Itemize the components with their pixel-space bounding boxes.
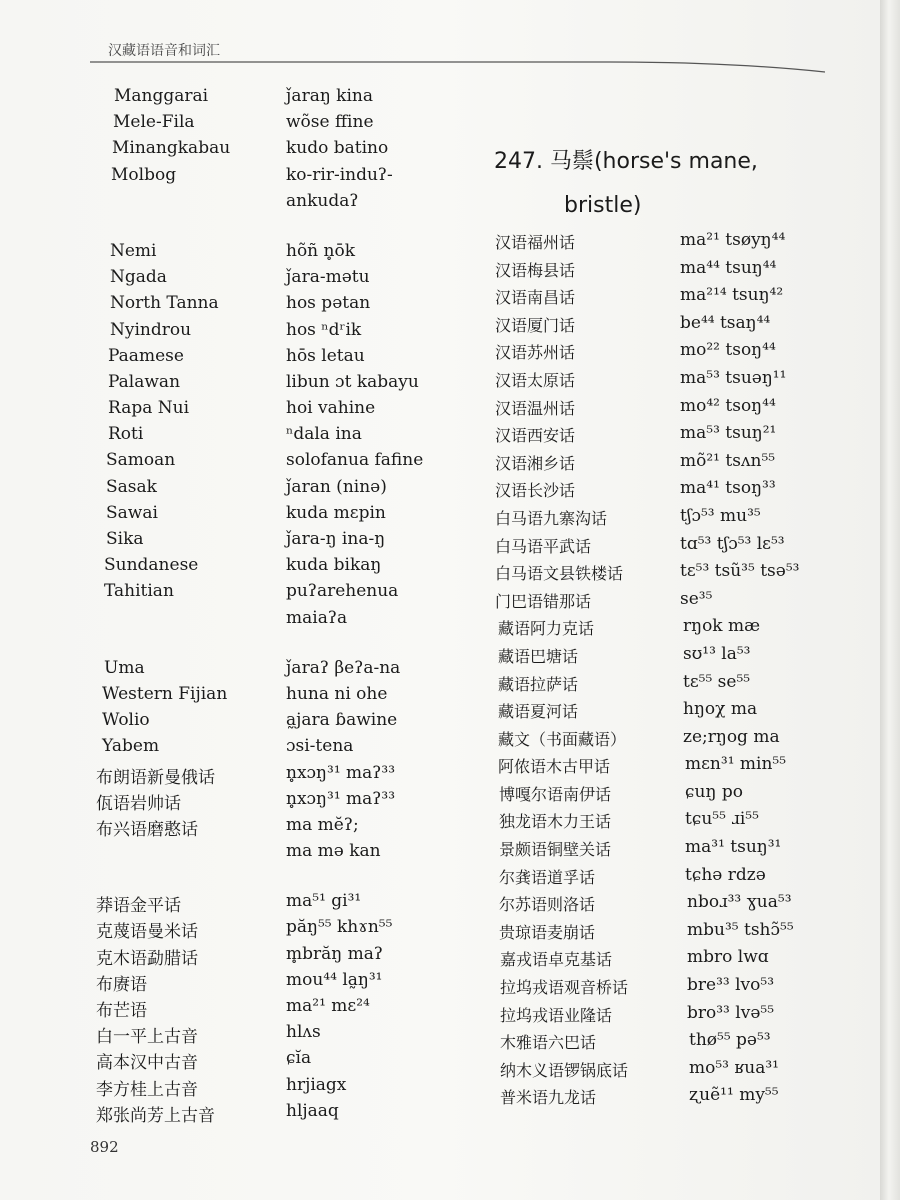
language-name: Manggarai: [114, 86, 209, 106]
list-item: [495, 396, 855, 424]
list-item: [96, 891, 426, 917]
list-item: [96, 684, 426, 710]
word-form: puʔarehenua: [286, 581, 399, 602]
word-form: ma²¹ mɛ²⁴: [286, 996, 370, 1016]
list-item: [96, 710, 426, 736]
language-name: 布芒语: [96, 1001, 147, 1021]
list-item: [96, 191, 426, 217]
list-item: [495, 230, 855, 258]
language-name: 拉坞戎语观音桥话: [500, 978, 629, 998]
language-name: Molbog: [111, 164, 177, 185]
list-item: [96, 658, 426, 684]
language-name: 白马语平武话: [495, 536, 592, 556]
list-item: [495, 506, 855, 534]
word-form: tɑ⁵³ tʃɔ⁵³ lɛ⁵³: [680, 533, 785, 554]
row-spacer: [96, 217, 426, 241]
language-name: Rapa Nui: [108, 398, 190, 419]
list-item: [96, 1075, 426, 1101]
word-form: kuda mɛpin: [286, 502, 386, 523]
language-name: Palawan: [108, 371, 181, 392]
language-name: 汉语南昌话: [495, 288, 576, 308]
list-item: [495, 920, 855, 948]
list-item: [495, 837, 855, 865]
word-form: tʃɔ⁵³ mu³⁵: [680, 505, 761, 526]
list-item: [96, 841, 426, 867]
language-name: 汉语梅县话: [495, 260, 576, 280]
running-header: 汉藏语语音和词汇: [108, 43, 220, 59]
language-name: 白马语文县铁楼话: [495, 564, 624, 584]
word-form: mɛn³¹ min⁵⁵: [685, 754, 787, 775]
list-item: [96, 944, 426, 970]
language-name: Wolio: [102, 710, 150, 731]
language-name: 汉语湘乡话: [495, 453, 576, 473]
word-form: hos pətan: [286, 293, 371, 314]
word-form: mou⁴⁴ la̰ŋ³¹: [286, 969, 383, 990]
section-title-line-2: bristle): [564, 193, 642, 218]
language-name: 阿侬语木古甲话: [498, 757, 611, 777]
word-form: ankudaʔ: [286, 190, 359, 211]
word-form: ko-rir-induʔ-: [286, 164, 393, 185]
list-item: [495, 313, 855, 341]
language-name: 克木语勐腊话: [96, 948, 198, 969]
language-name: Ngada: [110, 267, 167, 288]
word-form: huna ni ohe: [286, 683, 388, 704]
list-item: [96, 293, 426, 319]
list-item: [96, 320, 426, 346]
language-name: 尔苏语则洛话: [499, 895, 596, 915]
word-form: ma⁴¹ tsoŋ³³: [680, 478, 776, 499]
list-item: [495, 892, 855, 920]
language-name: Mele-Fila: [113, 112, 195, 133]
list-item: [495, 368, 855, 396]
list-item: [96, 450, 426, 476]
language-name: 白马语九寨沟话: [495, 508, 608, 528]
word-form: ⁿdala ina: [286, 424, 362, 445]
word-form: ɕuŋ po: [685, 781, 743, 802]
language-name: 汉语苏州话: [495, 343, 576, 363]
language-name: 莽语金平话: [96, 896, 181, 917]
list-item: [96, 608, 426, 634]
list-item: [495, 616, 855, 644]
language-name: 独龙语木力王话: [499, 812, 612, 832]
word-form: kuda bikaŋ: [286, 555, 382, 576]
language-name: 高本汉中古音: [96, 1053, 198, 1074]
word-form: hrjiagx: [286, 1074, 347, 1095]
word-form: hljaaq: [286, 1100, 339, 1121]
word-form: mo⁵³ ʁua³¹: [689, 1057, 779, 1078]
word-form: be⁴⁴ tsaŋ⁴⁴: [680, 312, 771, 333]
word-form: mo²² tsoŋ⁴⁴: [680, 340, 776, 361]
word-form: tɕu⁵⁵ ɹi⁵⁵: [685, 809, 759, 830]
list-item: [495, 1003, 855, 1031]
language-name: 藏文（书面藏语）: [498, 729, 627, 749]
word-form: tɛ⁵⁵ se⁵⁵: [683, 671, 751, 692]
language-name: 博嘎尔语南伊话: [499, 784, 612, 804]
language-name: 汉语长沙话: [495, 481, 576, 501]
word-form: ǰara-mətu: [286, 267, 370, 288]
word-form: tɕhə rdzə: [685, 864, 766, 885]
language-name: 佤语岩帅话: [96, 793, 181, 814]
language-name: 汉语太原话: [495, 370, 576, 390]
language-name: Nyindrou: [110, 319, 192, 340]
list-item: [495, 423, 855, 451]
word-form: m̥brăŋ maʔ: [286, 943, 383, 964]
language-name: 汉语温州话: [495, 398, 576, 418]
word-form: ǰaraŋ kina: [286, 86, 374, 106]
language-name: 汉语西安话: [495, 426, 576, 446]
word-form: se³⁵: [680, 588, 713, 609]
word-form: ma³¹ tsuŋ³¹: [685, 837, 782, 858]
word-form: ma⁴⁴ tsuŋ⁴⁴: [680, 257, 777, 278]
word-form: wõse ffine: [286, 112, 374, 133]
list-item: [495, 478, 855, 506]
language-name: 郑张尚芳上古音: [96, 1105, 215, 1126]
language-name: 纳木义语锣锅底话: [500, 1060, 629, 1080]
word-form: ma⁵³ tsuəŋ¹¹: [680, 367, 787, 388]
list-item: [96, 789, 426, 815]
language-name: North Tanna: [110, 293, 219, 314]
list-item: [495, 672, 855, 700]
word-form: sʊ¹³ la⁵³: [683, 643, 751, 664]
list-item: [96, 241, 426, 267]
word-form: ma⁵¹ gi³¹: [286, 891, 362, 912]
word-form: ma mə kan: [286, 841, 381, 862]
language-name: 藏语阿力克话: [498, 619, 595, 639]
list-item: [495, 561, 855, 589]
word-form: bre³³ lvo⁵³: [687, 975, 775, 996]
word-form: ɕĭa: [286, 1048, 312, 1069]
list-item: [96, 503, 426, 529]
word-form: ze;rŋog ma: [683, 726, 780, 747]
language-name: 汉语厦门话: [495, 315, 576, 335]
row-spacer: [96, 634, 426, 658]
word-form: n̥xɔŋ³¹ maʔ³³: [286, 788, 396, 809]
page-edge: [880, 0, 900, 1200]
language-name: Samoan: [106, 450, 176, 471]
language-name: 木雅语六巴话: [500, 1033, 597, 1053]
list-item: [96, 529, 426, 555]
word-form: ma mĕʔ;: [286, 814, 359, 835]
list-item: [495, 534, 855, 562]
word-form: ma⁵³ tsuŋ²¹: [680, 423, 777, 444]
language-name: Sika: [106, 529, 144, 549]
word-form: hos ⁿdʳik: [286, 319, 362, 340]
word-form: mbro lwɑ: [687, 947, 769, 968]
list-item: [96, 477, 426, 503]
language-name: Minangkabau: [112, 138, 231, 159]
list-item: [495, 1058, 855, 1086]
list-item: [495, 809, 855, 837]
word-form: kudo batino: [286, 138, 389, 159]
language-name: Paamese: [108, 345, 184, 366]
list-item: [495, 1030, 855, 1058]
list-item: [96, 398, 426, 424]
section-title: [494, 140, 794, 228]
list-item: [96, 555, 426, 581]
header-rule: [90, 58, 825, 76]
language-name: 拉坞戎语业隆话: [500, 1005, 613, 1025]
word-form: libun ɔt kabayu: [286, 371, 419, 392]
list-item: [495, 754, 855, 782]
list-item: [96, 424, 426, 450]
language-name: Tahitian: [104, 581, 174, 602]
word-form: mbu³⁵ tshɔ̃⁵⁵: [687, 919, 794, 940]
word-form: nboɹ³³ ɣua⁵³: [687, 892, 792, 913]
language-name: 门巴语错那话: [495, 591, 592, 611]
language-name: 布兴语磨憨话: [96, 819, 198, 840]
language-name: Roti: [108, 424, 144, 445]
section-title-line-1: 247. 马鬃(horse's mane,: [494, 149, 758, 174]
language-name: 藏语巴塘话: [498, 646, 579, 666]
list-item: [96, 112, 426, 138]
word-form: ǰaran (ninə): [286, 476, 387, 497]
word-form: maiaʔa: [286, 607, 348, 628]
word-form: ǰara-ŋ ina-ŋ: [286, 529, 386, 549]
word-form: bro³³ lvə⁵⁵: [687, 1002, 775, 1023]
list-item: [495, 451, 855, 479]
language-name: 汉语福州话: [495, 233, 576, 252]
word-form: n̥xɔŋ³¹ maʔ³³: [286, 762, 396, 783]
list-item: [495, 947, 855, 975]
list-item: [96, 996, 426, 1022]
language-name: 景颇语铜壁关话: [499, 840, 612, 860]
list-item: [96, 138, 426, 164]
list-item: [96, 581, 426, 607]
language-name: Sawai: [106, 502, 158, 523]
left-column: [96, 86, 426, 1127]
list-item: [96, 346, 426, 372]
list-item: [96, 970, 426, 996]
word-form: rŋok mæ: [683, 616, 761, 637]
language-name: Sasak: [106, 476, 157, 497]
list-item: [96, 165, 426, 191]
word-form: a̰jara ɓawine: [286, 710, 398, 731]
list-item: [495, 258, 855, 286]
language-name: 嘉戎语卓克基话: [500, 950, 613, 970]
language-name: 藏语拉萨话: [498, 674, 579, 694]
language-name: Nemi: [110, 240, 157, 261]
word-form: hlʌs: [286, 1022, 321, 1043]
list-item: [495, 727, 855, 755]
list-item: [96, 372, 426, 398]
list-item: [495, 589, 855, 617]
row-spacer: [96, 867, 426, 891]
list-item: [495, 782, 855, 810]
page-number: 892: [90, 1138, 119, 1156]
list-item: [96, 736, 426, 762]
language-name: 布朗语新曼俄话: [96, 767, 215, 788]
list-item: [96, 763, 426, 789]
language-name: 李方桂上古音: [96, 1079, 198, 1100]
list-item: [495, 285, 855, 313]
word-form: ma²¹⁴ tsuŋ⁴²: [680, 285, 784, 306]
word-form: ma²¹ tsøyŋ⁴⁴: [680, 230, 786, 250]
language-name: 尔龚语道孚话: [499, 867, 596, 887]
word-form: mo⁴² tsoŋ⁴⁴: [680, 395, 776, 416]
list-item: [495, 340, 855, 368]
language-name: 克蔑语曼米话: [96, 922, 198, 943]
language-name: 布赓语: [96, 974, 147, 995]
list-item: [495, 975, 855, 1003]
language-name: 白一平上古音: [96, 1027, 198, 1048]
word-form: tɛ⁵³ tsũ³⁵ tsə⁵³: [680, 561, 800, 582]
language-name: 贵琼语麦崩话: [499, 922, 596, 942]
language-name: Sundanese: [104, 555, 199, 576]
list-item: [96, 917, 426, 943]
list-item: [495, 865, 855, 893]
language-name: 普米语九龙话: [500, 1088, 597, 1108]
word-form: thø⁵⁵ pə⁵³: [689, 1030, 771, 1051]
list-item: [96, 267, 426, 293]
list-item: [96, 1048, 426, 1074]
right-column: [495, 230, 855, 1113]
list-item: [495, 644, 855, 672]
word-form: ɔsi-tena: [286, 736, 354, 757]
language-name: Western Fijian: [102, 683, 228, 704]
word-form: mõ²¹ tsʌn⁵⁵: [680, 450, 776, 471]
word-form: păŋ⁵⁵ khɤn⁵⁵: [286, 917, 393, 938]
language-name: Uma: [104, 657, 145, 678]
word-form: hoi vahine: [286, 398, 376, 419]
language-name: 藏语夏河话: [498, 702, 579, 722]
list-item: [96, 815, 426, 841]
list-item: [96, 86, 426, 112]
list-item: [96, 1022, 426, 1048]
language-name: Yabem: [102, 736, 160, 757]
word-form: ʐuẽ¹¹ my⁵⁵: [689, 1085, 779, 1106]
list-item: [495, 1085, 855, 1113]
word-form: ǰaraʔ βeʔa-na: [286, 657, 401, 678]
list-item: [96, 1101, 426, 1127]
word-form: hŋoχ ma: [683, 699, 758, 720]
word-form: solofanua fafine: [286, 450, 424, 471]
word-form: hõñ n̥ōk: [286, 240, 356, 261]
list-item: [495, 699, 855, 727]
word-form: hōs letau: [286, 345, 365, 366]
